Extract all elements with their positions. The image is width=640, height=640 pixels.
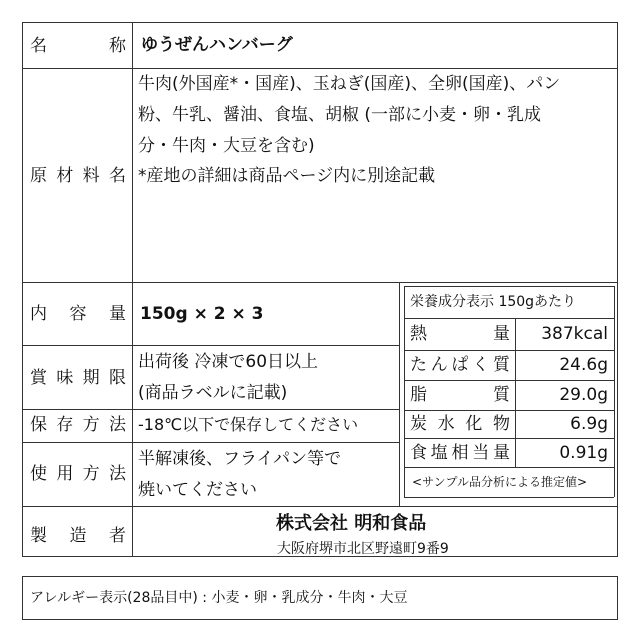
nutrition-label-protein: た ん ぱ く 質 (410, 355, 510, 375)
manufacturer-company: 株式会社 明和食品 (276, 513, 427, 534)
manufacturer-address: 大阪府堺市北区野遠町9番9 (277, 541, 449, 557)
nutrition-label-carbohydrate: 炭 水 化 物 (410, 414, 510, 434)
ingredients-note: *産地の詳細は商品ページ内に別途記載 (138, 166, 436, 186)
nutrition-note: <サンプル品分析による推定値> (412, 475, 588, 489)
storage-value: -18℃以下で保存してください (138, 415, 359, 434)
nutrition-label-salt: 食 塩 相 当 量 (410, 443, 510, 463)
nutrition-divider (404, 467, 614, 468)
contents-value: 150g × 2 × 3 (140, 304, 264, 324)
usage-line: 焼いてください (138, 480, 257, 500)
nutrition-divider (404, 410, 614, 411)
nutrition-value-energy: 387kcal (541, 324, 608, 344)
allergen-statement: アレルギー表示(28品目中) : 小麦・卵・乳成分・牛肉・大豆 (30, 590, 408, 606)
ingredients-header: 原 材 料 名 (30, 166, 126, 186)
storage-header: 保 存 方 法 (30, 415, 126, 435)
usage-line: 半解凍後、フライパン等で (138, 449, 342, 469)
nutrition-divider (404, 318, 614, 319)
nutrition-label-fat: 脂 質 (410, 385, 510, 405)
nutrition-bottom (404, 497, 614, 498)
nutrition-border (404, 286, 405, 497)
row-divider (22, 345, 399, 346)
product-name: ゆうぜんハンバーグ (141, 35, 293, 55)
usage-header: 使 用 方 法 (30, 464, 126, 484)
nutrition-title: 栄養成分表示 150gあたり (410, 294, 577, 310)
best-before-header: 賞 味 期 限 (30, 368, 126, 388)
nutrition-divider (404, 350, 614, 351)
manufacturer-header: 製 造 者 (30, 526, 126, 546)
row-divider (22, 409, 399, 410)
ingredients-line: 分・牛肉・大豆を含む) (138, 136, 315, 156)
nutrition-value-fat: 29.0g (559, 385, 608, 405)
name-header: 名 称 (30, 36, 126, 56)
best-before-line: (商品ラベルに記載) (138, 383, 288, 403)
nutrition-left-border (399, 282, 400, 506)
row-divider (22, 282, 618, 283)
column-divider (132, 22, 133, 557)
nutrition-value-protein: 24.6g (559, 355, 608, 375)
ingredients-line: 牛肉(外国産*・国産)、玉ねぎ(国産)、全卵(国産)、パン (138, 74, 561, 94)
nutrition-border (614, 286, 615, 497)
row-divider (22, 506, 618, 507)
row-divider (22, 442, 399, 443)
nutrition-value-carbohydrate: 6.9g (570, 414, 608, 434)
nutrition-divider (404, 380, 614, 381)
nutrition-col-divider (515, 318, 516, 467)
nutrition-value-salt: 0.91g (559, 443, 608, 463)
nutrition-divider (404, 438, 614, 439)
best-before-line: 出荷後 冷凍で60日以上 (138, 352, 319, 372)
row-divider (22, 68, 618, 69)
nutrition-label-energy: 熱 量 (410, 324, 510, 344)
contents-header: 内 容 量 (30, 304, 126, 324)
ingredients-line: 粉、牛乳、醤油、食塩、胡椒 (一部に小麦・卵・乳成 (138, 105, 542, 125)
nutrition-top (404, 286, 614, 287)
